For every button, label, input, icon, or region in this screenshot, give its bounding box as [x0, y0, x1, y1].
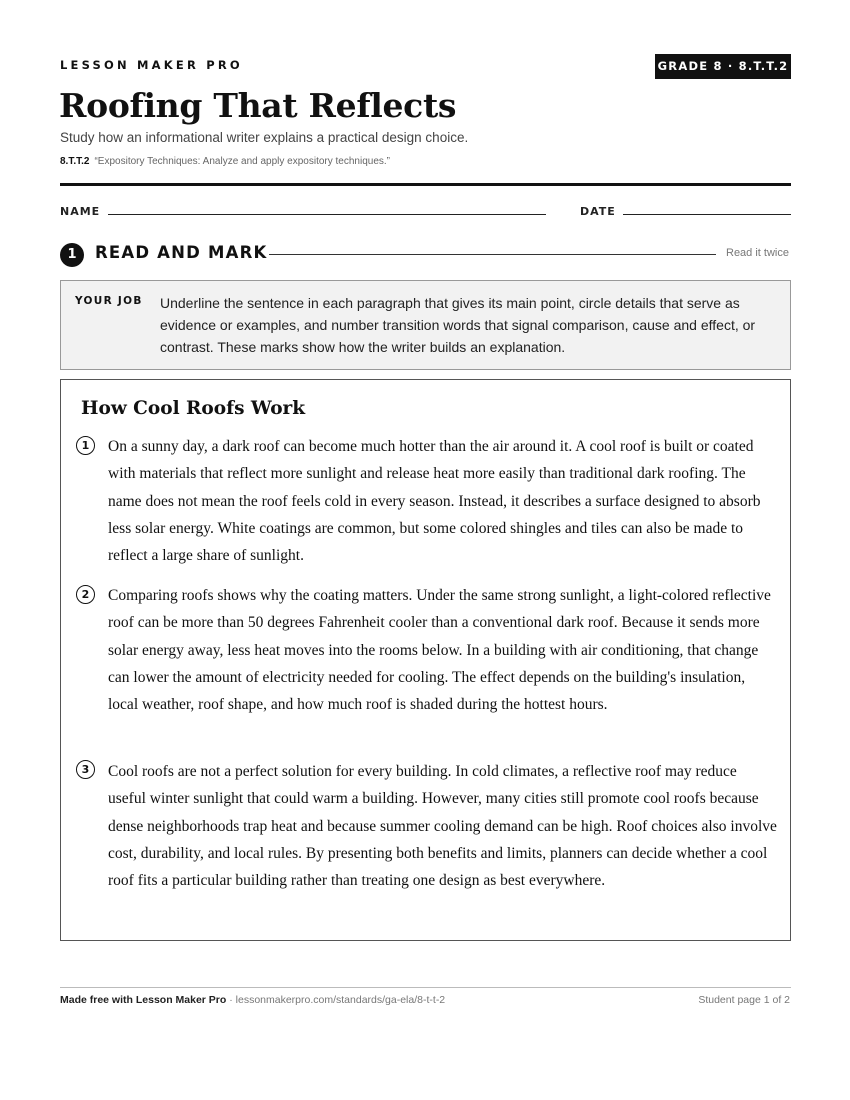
- page-subtitle: Study how an informational writer explains a practical design choice.: [60, 130, 469, 145]
- paragraph-number-1: 1: [76, 436, 95, 455]
- footer-page-number: Student page 1 of 2: [698, 994, 790, 1006]
- section-divider: [269, 254, 716, 255]
- date-field-line[interactable]: [623, 214, 791, 215]
- paragraph-2: Comparing roofs shows why the coating matters. Under the same strong sunlight, a light-colored reflective roof can be more than 50 degrees Fahrenheit cooler than a conventional dark roof. Because it sends more solar energy away, less heat moves into the rooms below. In a building with air conditioning, that change can lower the amount of electricity needed for cooling. The effect depends on the building's insulation, local weather, roof shape, and how much roof is shaded during the hottest hours.: [108, 587, 771, 714]
- paragraph-number-2: 2: [76, 585, 95, 604]
- page-title: Roofing That Reflects: [59, 86, 457, 125]
- paragraph-number-3: 3: [76, 760, 95, 779]
- brand-name: LESSON MAKER PRO: [60, 58, 243, 72]
- grade-badge: GRADE 8 · 8.T.T.2: [655, 54, 791, 79]
- date-label: DATE: [580, 205, 616, 218]
- instructions-label: YOUR JOB: [75, 295, 143, 307]
- standard-code: 8.T.T.2: [60, 156, 90, 167]
- footer-url[interactable]: · lessonmakerpro.com/standards/ga-ela/8-t-t-2: [226, 994, 446, 1006]
- footer-made-with: Made free with Lesson Maker Pro: [60, 994, 227, 1006]
- standard-line: [60, 156, 390, 167]
- paragraph-3: Cool roofs are not a perfect solution for every building. In cold climates, a reflective roof may reduce useful winter sunlight that could warm a building. However, many cities still promote cool roofs because dense neighborhoods trap heat and because summer cooling demand can be high. Roof choices also involve cost, durability, and local rules. By presenting both benefits and limits, planners can decide whether a cool roof fits a particular building rather than treating one design as best everywhere.: [108, 763, 777, 890]
- paragraph-1: On a sunny day, a dark roof can become much hotter than the air around it. A cool roof is built or coated with materials that reflect more sunlight and release heat more easily than traditional dark roofing. The name does not mean the roof feels cold in every season. Instead, it describes a surface designed to absorb less solar energy. White coatings are common, but some colored shingles and tiles can also be made to reflect a large share of sunlight.: [108, 438, 761, 565]
- passage-title: How Cool Roofs Work: [81, 398, 306, 419]
- name-label: NAME: [60, 205, 101, 218]
- standard-text: “Expository Techniques: Analyze and apply expository techniques.”: [94, 156, 391, 167]
- header-divider: [60, 183, 791, 186]
- instructions-text: Underline the sentence in each paragraph that gives its main point, circle details that serve as evidence or examples, and number transition words that signal comparison, cause and effect, or contrast. These marks show how the writer builds an explanation.: [160, 295, 756, 355]
- name-field-line[interactable]: [108, 214, 546, 215]
- section-note: Read it twice: [726, 247, 789, 259]
- footer-credit: [60, 994, 445, 1006]
- section-number-badge: 1: [60, 243, 84, 267]
- footer-divider: [60, 987, 791, 988]
- section-title: READ AND MARK: [95, 243, 268, 262]
